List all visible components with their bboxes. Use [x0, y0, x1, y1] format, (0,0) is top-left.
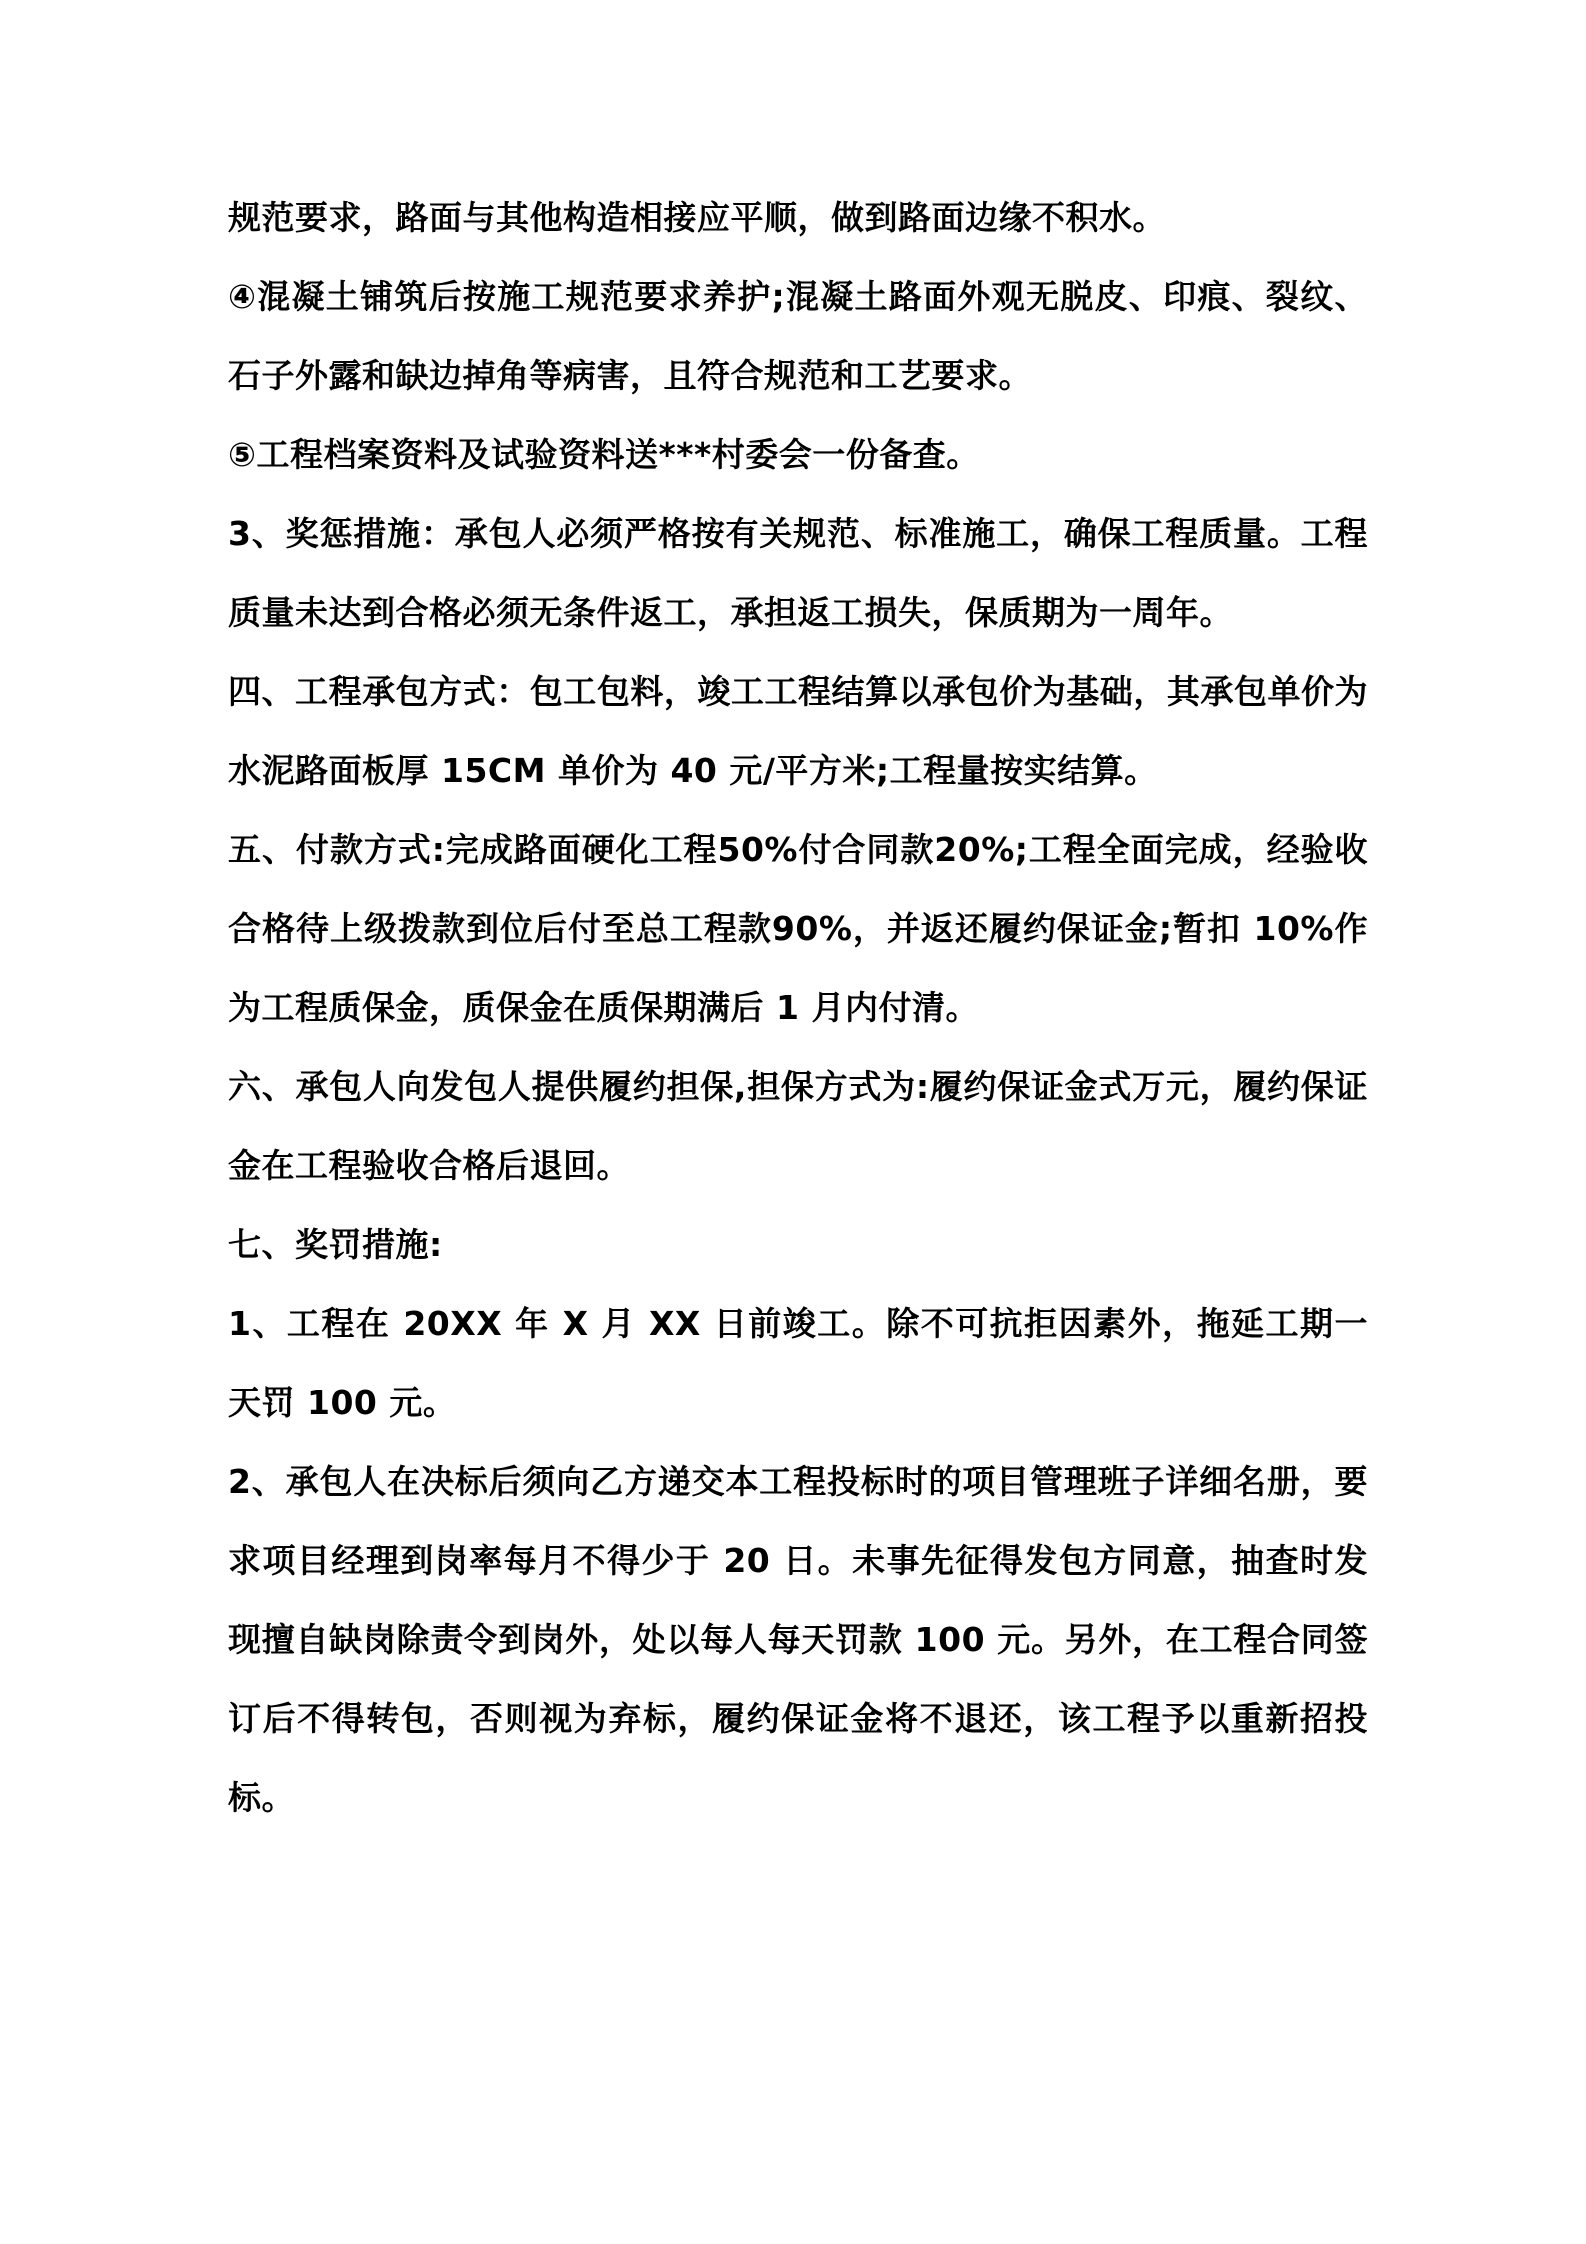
paragraph: ⑤工程档案资料及试验资料送***村委会一份备查。 [228, 435, 980, 474]
paragraph: 七、奖罚措施: [228, 1225, 443, 1264]
document-body [228, 178, 1368, 1837]
paragraph: 六、承包人向发包人提供履约担保,担保方式为:履约保证金式万元，履约保证金在工程验收合格后退回。 [228, 1067, 1368, 1185]
paragraph: ④混凝土铺筑后按施工规范要求养护;混凝土路面外观无脱皮、印痕、裂纹、石子外露和缺边掉角等病害，且符合规范和工艺要求。 [228, 277, 1368, 395]
paragraph: 四、工程承包方式：包工包料，竣工工程结算以承包价为基础，其承包单价为水泥路面板厚 15CM 单价为 40 元/平方米;工程量按实结算。 [228, 672, 1368, 790]
paragraph: 规范要求，路面与其他构造相接应平顺，做到路面边缘不积水。 [228, 198, 1166, 237]
paragraph: 3、奖惩措施：承包人必须严格按有关规范、标准施工，确保工程质量。工程质量未达到合格必须无条件返工，承担返工损失，保质期为一周年。 [228, 514, 1368, 632]
paragraph: 2、承包人在决标后须向乙方递交本工程投标时的项目管理班子详细名册，要求项目经理到岗率每月不得少于 20 日。未事先征得发包方同意，抽查时发现擅自缺岗除责令到岗外，处以每人每天罚款 100 元。另外，在工程合同签订后不得转包，否则视为弃标，履约保证金将不退还，该工程予以重新招投标。 [228, 1462, 1368, 1817]
paragraph: 五、付款方式:完成路面硬化工程50%付合同款20%;工程全面完成，经验收合格待上级拨款到位后付至总工程款90%，并返还履约保证金;暂扣 10%作为工程质保金，质保金在质保期满后 1 月内付清。 [228, 830, 1368, 1027]
paragraph: 1、工程在 20XX 年 X 月 XX 日前竣工。除不可抗拒因素外，拖延工期一天罚 100 元。 [228, 1304, 1368, 1422]
